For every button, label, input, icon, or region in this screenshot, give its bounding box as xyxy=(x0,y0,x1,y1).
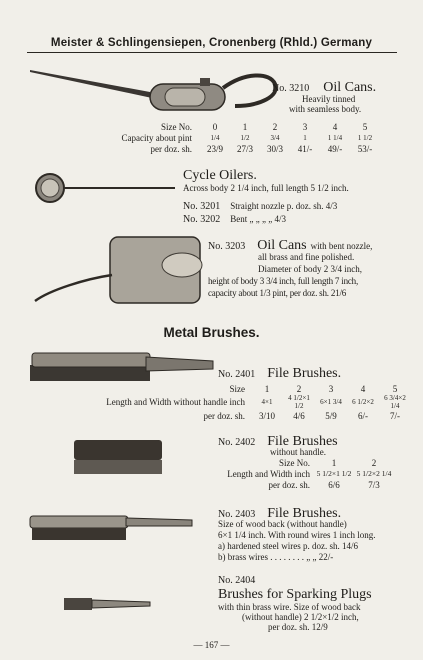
row-label: per doz. sh. xyxy=(150,143,192,154)
table-cell: 6 1/2×2 xyxy=(352,398,374,406)
table-cell: 1 xyxy=(242,121,248,132)
table-cell: 2 xyxy=(371,457,377,468)
row-label: Size No. xyxy=(161,121,192,132)
table-cell: 6/6 xyxy=(328,479,340,490)
section-title-metal-brushes: Metal Brushes. xyxy=(163,325,260,340)
table-cell: 1 xyxy=(303,133,307,142)
oil-cans-3203-line5: capacity about 1/3 pint, per doz. sh. 21/6 xyxy=(208,288,347,298)
table-cell: 5 xyxy=(392,383,398,394)
product-number: No. 3202 xyxy=(183,214,221,225)
file-brushes-2402-sub: without handle. xyxy=(270,447,326,457)
sparking-plugs-title: Brushes for Sparking Plugs xyxy=(218,587,372,602)
item-text: Straight nozzle p. doz. sh. 4/3 xyxy=(230,201,338,211)
oil-cans-3203-line3: Diameter of body 2 3/4 inch, xyxy=(258,264,362,274)
table-cell: 53/- xyxy=(357,143,373,154)
product-title: File Brushes. xyxy=(267,506,342,521)
product-number: No. 3203 xyxy=(208,241,246,252)
table-cell: 4×1 xyxy=(261,398,273,406)
table-cell: 2 xyxy=(272,121,278,132)
table-cell: 27/3 xyxy=(236,143,253,154)
cycle-oiler-illustration xyxy=(30,170,180,210)
cycle-oilers-desc: Across body 2 1/4 inch, full length 5 1/2 inch. xyxy=(183,183,349,193)
row-label: Size No. xyxy=(279,457,310,468)
table-cell: 2 xyxy=(296,383,302,394)
file-brushes-2403-line3: a) hardened steel wires p. doz. sh. 14/6 xyxy=(218,541,358,551)
table-cell: 7/- xyxy=(390,410,400,421)
table-row xyxy=(198,468,394,479)
sparking-plugs-line1: with thin brass wire. Size of wood back xyxy=(218,602,361,612)
file-brush-2402-illustration xyxy=(72,438,164,478)
table-cell: 5 1/2×1 1/2 xyxy=(316,469,352,478)
oil-cans-3203-line2: all brass and fine polished. xyxy=(258,252,355,262)
row-label: per doz. sh. xyxy=(268,479,310,490)
oil-can-3210-illustration xyxy=(30,62,300,122)
table-cell: 1/2 xyxy=(240,133,250,142)
sparking-plugs-line2: (without handle) 2 1/2×1/2 inch, xyxy=(242,612,359,622)
file-brush-2401-illustration xyxy=(28,347,218,387)
sparking-plugs-line3: per doz. sh. 12/9 xyxy=(268,622,328,632)
table-row xyxy=(60,383,411,394)
table-cell: 1 1/2 xyxy=(357,133,373,142)
file-brushes-2403-line2: 6×1 1/4 inch. With round wires 1 inch long. xyxy=(218,530,376,540)
table-cell: 1 xyxy=(264,383,270,394)
sparking-plugs-number: No. 2404 xyxy=(218,575,256,586)
table-cell: 23/9 xyxy=(206,143,223,154)
table-cell: 1 1/4 xyxy=(327,133,343,142)
table-row xyxy=(60,394,411,410)
product-number: No. 2403 xyxy=(218,509,256,520)
product-number: No. 2402 xyxy=(218,437,256,448)
table-row xyxy=(95,143,380,154)
sparking-plug-brush-illustration xyxy=(62,592,152,614)
table-cell: 4 xyxy=(360,383,366,394)
table-cell: 5 xyxy=(362,121,368,132)
product-number: No. 3201 xyxy=(183,201,221,212)
catalog-header-title: Meister & Schlingensiepen, Cronenberg (Rhld.) Germany xyxy=(50,37,373,49)
file-brushes-2403-line4: b) brass wires . . . . . . . . „ „ 22/- xyxy=(218,552,334,562)
oil-cans-3210-table xyxy=(95,121,380,154)
table-cell: 4/6 xyxy=(293,410,305,421)
file-brushes-2402-table xyxy=(198,457,394,490)
table-cell: 4 xyxy=(332,121,338,132)
product-number: No. 3210 xyxy=(272,83,310,94)
oil-cans-3210-desc1: Heavily tinned xyxy=(302,94,356,104)
table-cell: 3/10 xyxy=(258,410,275,421)
item-text: Bent „ „ „ „ 4/3 xyxy=(230,214,286,224)
table-row xyxy=(60,410,411,421)
header-rule xyxy=(27,52,397,53)
file-brushes-2401-table xyxy=(60,383,411,421)
table-cell: 3/4 xyxy=(270,133,280,142)
table-cell: 49/- xyxy=(327,143,343,154)
table-row xyxy=(198,457,394,468)
table-cell: 41/- xyxy=(297,143,313,154)
cycle-oilers-title: Cycle Oilers. xyxy=(183,168,257,183)
product-title: File Brushes. xyxy=(267,366,342,381)
row-label: Size xyxy=(229,383,245,394)
table-cell: 1/4 xyxy=(210,133,220,142)
table-cell: 7/3 xyxy=(368,479,380,490)
table-cell: 3 xyxy=(328,383,334,394)
row-label: per doz. sh. xyxy=(203,410,245,421)
table-cell: 4 1/2×1 1/2 xyxy=(288,394,310,410)
oil-cans-3203-line4: height of body 3 3/4 inch, full length 7 inch, xyxy=(208,276,359,286)
page-number: — 167 — xyxy=(193,640,230,650)
row-label: Length and Width inch xyxy=(227,468,310,479)
oil-can-3203-illustration xyxy=(30,235,205,310)
product-title: Oil Cans. xyxy=(323,80,377,95)
table-cell: 3 xyxy=(302,121,308,132)
table-row xyxy=(95,121,380,132)
table-cell: 6/- xyxy=(358,410,368,421)
row-label: Capacity about pint xyxy=(121,132,192,143)
oil-cans-3210-desc2: with seamless body. xyxy=(289,104,362,114)
file-brushes-2403-line1: Size of wood back (without handle) xyxy=(218,519,347,529)
row-label: Length and Width without handle inch xyxy=(106,397,245,407)
table-cell: 0 xyxy=(212,121,218,132)
table-cell: 5 1/2×2 1/4 xyxy=(356,469,392,478)
file-brush-2403-illustration xyxy=(28,512,194,546)
table-cell: 5/9 xyxy=(325,410,337,421)
product-title: File Brushes xyxy=(267,434,338,449)
table-cell: 6 3/4×2 1/4 xyxy=(384,394,406,410)
product-title: Oil Cans xyxy=(257,238,307,253)
title-suffix: with bent nozzle, xyxy=(310,241,373,251)
table-row xyxy=(198,479,394,490)
table-cell: 1 xyxy=(331,457,337,468)
table-row xyxy=(95,132,380,143)
table-cell: 6×1 3/4 xyxy=(320,398,342,406)
file-brushes-2401-heading xyxy=(218,364,341,382)
cycle-oiler-item-3202 xyxy=(183,209,286,227)
product-number: No. 2401 xyxy=(218,369,256,380)
table-cell: 30/3 xyxy=(266,143,283,154)
